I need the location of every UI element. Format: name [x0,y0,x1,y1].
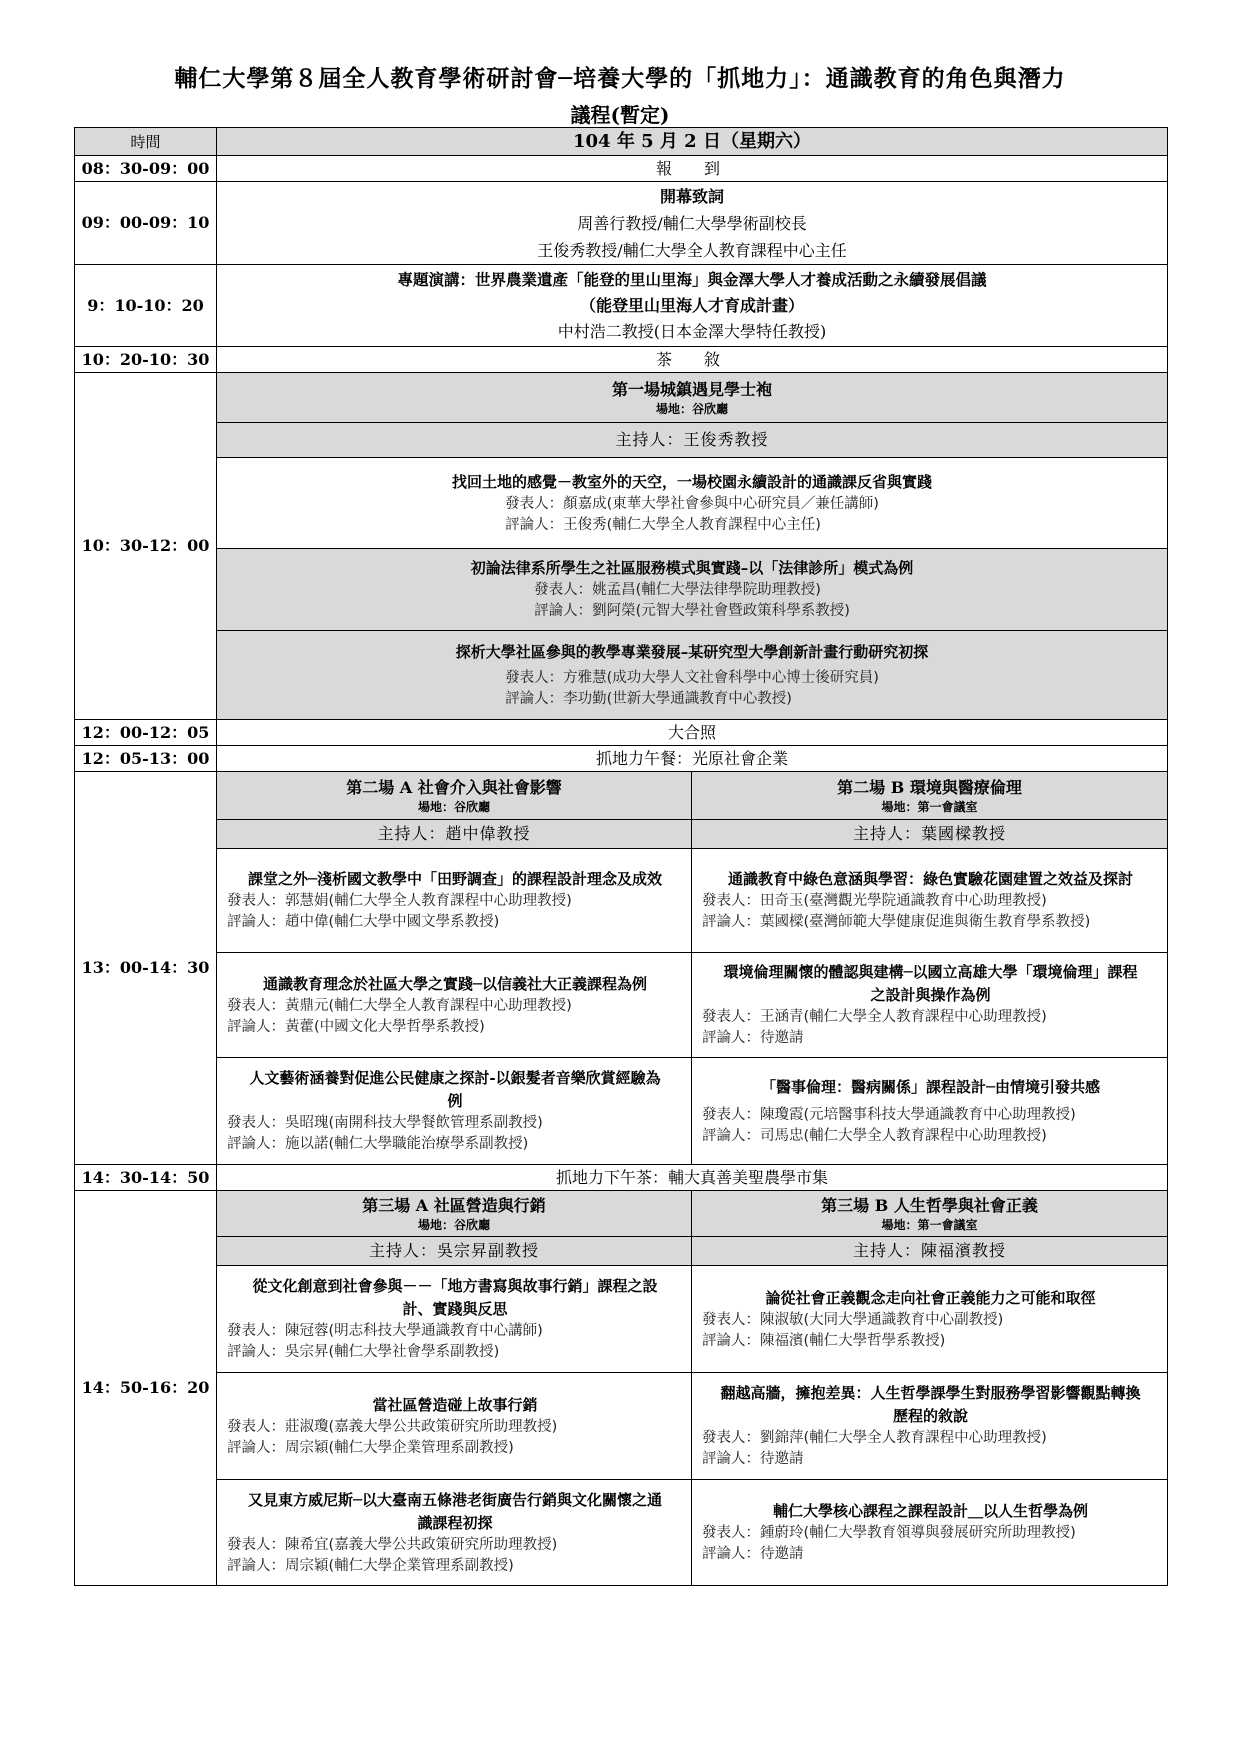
table-row [75,156,1168,182]
paper-cell [217,1266,692,1373]
discussant: 評論人：李功勤(世新大學通識教育中心教授) [505,690,792,707]
paper-cell [217,849,692,953]
paper-cell [692,953,1168,1058]
paper-title: 環境倫理關懷的體認與建構─以國立高雄大學「環境倫理」課程之設計與操作為例 [723,963,1138,1004]
table-row [75,953,1168,1058]
time-cell: 14：50-16：20 [75,1191,217,1586]
paper-title: 從文化創意到社會參與－－「地方書寫與故事行銷」課程之設計、實踐與反思 [252,1277,658,1318]
paper-title: 論從社會正義觀念走向社會正義能力之可能和取徑 [765,1288,1096,1307]
session2b-heading [692,772,1168,820]
time-cell: 10：20-10：30 [75,347,217,373]
time-cell: 08：30-09：00 [75,156,217,182]
paper-title: 探析大學社區參與的教學專業發展–某研究型大學創新計畫行動研究初探 [455,642,929,661]
discussant: 評論人：葉國樑(臺灣師範大學健康促進與衛生教育學系教授) [702,914,1091,930]
discussant: 評論人：周宗穎(輔仁大學企業管理系副教授) [227,1557,514,1574]
session3a-venue: 場地：谷欣廳 [417,1217,490,1232]
session1-title: 第一場城鎮遇見學士袍 [611,379,772,399]
paper-cell [217,1058,692,1165]
session3b-heading [692,1191,1168,1237]
session3b-title: 第三場 B 人生哲學與社會正義 [821,1195,1038,1215]
session2b-venue: 場地：第一會議室 [881,799,978,814]
table-row [75,549,1168,631]
discussant: 評論人：王俊秀(輔仁大學全人教育課程中心主任) [505,516,821,533]
paper-cell [217,549,1168,631]
discussant: 評論人：吳宗昇(輔仁大學社會學系副教授) [227,1344,500,1360]
paper-title: 又見東方威尼斯─以大臺南五條港老街廣告行銷與文化關懷之通識課程初探 [247,1490,663,1532]
table-row [75,849,1168,953]
presenter: 發表人：王涵青(輔仁大學全人教育課程中心助理教授) [702,1009,1047,1025]
session3a-heading [217,1191,692,1237]
date-header: 104 年 5 月 2 日（星期六） [217,128,1168,156]
paper-cell [217,458,1168,549]
discussant: 評論人：劉阿榮(元智大學社會暨政策科學系教授) [534,603,850,619]
table-header-row [75,128,1168,156]
session3a-title: 第三場 A 社區營造與行銷 [362,1195,546,1215]
discussant: 評論人：待邀請 [702,1546,804,1562]
table-row [75,347,1168,373]
opening-title: 開幕致詞 [659,186,724,206]
table-row [75,1191,1168,1237]
paper-title: 找回土地的感覺－教室外的天空，一場校園永續設計的通識課反省與實踐 [451,472,932,491]
session3a-host: 主持人：吳宗昇副教授 [217,1237,692,1266]
presenter: 發表人：黃鼎元(輔仁大學全人教育課程中心助理教授) [227,997,572,1014]
session2a-heading [217,772,692,820]
paper-title: 初論法律系所學生之社區服務模式與實踐–以「法律診所」模式為例 [470,559,914,577]
paper-people [505,668,879,710]
paper-title: 人文藝術涵養對促進公民健康之探討-以銀髮者音樂欣賞經驗為例 [249,1069,661,1110]
discussant: 評論人：施以諾(輔仁大學職能治療學系副教授) [227,1136,529,1152]
paper-title: 「醫事倫理：醫病關係」課程設計─由情境引發共感 [760,1077,1101,1096]
presenter: 發表人：陳瓊霞(元培醫事科技大學通識教育中心助理教授) [702,1106,1076,1123]
table-row [75,746,1168,772]
document-title: 輔仁大學第８屆全人教育學術研討會─培養大學的「抓地力」：通識教育的角色與潛力 [174,65,1066,92]
discussant: 評論人：陳福濱(輔仁大學哲學系教授) [702,1332,946,1349]
table-row [75,1237,1168,1266]
session1-venue: 場地：谷欣廳 [655,401,728,416]
time-cell: 13：00-14：30 [75,772,217,1165]
table-row [75,720,1168,746]
table-row [75,423,1168,458]
time-cell: 12：05-13：00 [75,746,217,772]
session3b-host: 主持人：陳福濱教授 [692,1237,1168,1266]
discussant: 評論人：司馬忠(輔仁大學全人教育課程中心助理教授) [702,1127,1047,1144]
presenter: 發表人：陳希宜(嘉義大學公共政策研究所助理教授) [227,1536,558,1553]
keynote-speaker: 中村浩二教授(日本金澤大學特任教授) [557,321,827,341]
keynote-title: 專題演講：世界農業遺產「能登的里山里海」與金澤大學人才養成活動之永續發展倡議 [397,269,987,289]
afternoon-tea-cell: 抓地力下午茶：輔大真善美聖農學市集 [217,1165,1168,1191]
opening-speaker-1: 周善行教授/輔仁大學學術副校長 [577,213,807,233]
session2b-host: 主持人：葉國樑教授 [692,820,1168,849]
presenter: 發表人：劉錦萍(輔仁大學全人教育課程中心助理教授) [702,1430,1047,1446]
discussant: 評論人：黃藿(中國文化大學哲學系教授) [227,1018,485,1035]
paper-cell [692,1266,1168,1373]
opening-speaker-2: 王俊秀教授/輔仁大學全人教育課程中心主任 [537,240,847,260]
presenter: 發表人：郭慧娟(輔仁大學全人教育課程中心助理教授) [227,893,572,909]
presenter: 發表人：顏嘉成(東華大學社會參與中心研究員／兼任講師) [505,495,879,512]
paper-title: 當社區營造碰上故事行銷 [372,1395,538,1414]
presenter: 發表人：田奇玉(臺灣觀光學院通識教育中心助理教授) [702,893,1047,909]
table-row [75,1058,1168,1165]
session2a-title: 第二場 A 社會介入與社會影響 [346,777,562,797]
table-row [75,1165,1168,1191]
session1-heading [217,373,1168,423]
discussant: 評論人：待邀請 [702,1030,804,1046]
lunch-cell: 抓地力午餐：光原社會企業 [217,746,1168,772]
paper-cell [217,1373,692,1480]
paper-cell [217,953,692,1058]
table-row [75,772,1168,820]
session1-host: 主持人：王俊秀教授 [217,423,1168,458]
paper-cell [692,849,1168,953]
time-cell: 10：30-12：00 [75,373,217,720]
table-row [75,1480,1168,1586]
discussant: 評論人：周宗穎(輔仁大學企業管理系副教授) [227,1439,514,1456]
paper-title: 通識教育中綠色意涵與學習：綠色實驗花園建置之效益及探討 [727,870,1133,888]
keynote-subtitle: （能登里山里海人才育成計畫） [579,295,804,315]
paper-title: 翻越高牆，擁抱差異：人生哲學課學生對服務學習影響觀點轉換歷程的敘說 [720,1384,1141,1425]
session2a-host: 主持人：趙中偉教授 [217,820,692,849]
registration-cell: 報 到 [217,156,1168,182]
session3b-venue: 場地：第一會議室 [881,1217,978,1232]
table-row [75,820,1168,849]
table-row [75,631,1168,720]
keynote-cell [217,265,1168,347]
paper-cell [692,1058,1168,1165]
presenter: 發表人：莊淑瓊(嘉義大學公共政策研究所助理教授) [227,1418,558,1435]
presenter: 發表人：鍾蔚玲(輔仁大學教育領導與發展研究所助理教授) [702,1525,1076,1541]
presenter: 發表人：姚孟昌(輔仁大學法律學院助理教授) [534,582,821,598]
photo-cell: 大合照 [217,720,1168,746]
paper-cell [692,1480,1168,1586]
time-cell: 12：00-12：05 [75,720,217,746]
paper-title: 課堂之外─淺析國文教學中「田野調查」的課程設計理念及成效 [247,870,663,888]
time-cell: 9：10-10：20 [75,265,217,347]
paper-cell [217,631,1168,720]
tea-break-cell: 茶 敘 [217,347,1168,373]
paper-people [534,580,850,622]
discussant: 評論人：趙中偉(輔仁大學中國文學系教授) [227,914,500,930]
table-row [75,373,1168,423]
table-row [75,458,1168,549]
presenter: 發表人：方雅慧(成功大學人文社會科學中心博士後研究員) [505,669,879,686]
time-cell: 14：30-14：50 [75,1165,217,1191]
paper-cell [217,1480,692,1586]
table-row [75,1266,1168,1373]
time-column-header: 時間 [75,128,217,156]
paper-title: 通識教育理念於社區大學之實踐─以信義社大正義課程為例 [262,974,648,993]
document-subtitle: 議程(暫定) [570,103,670,127]
paper-title: 輔仁大學核心課程之課程設計＿以人生哲學為例 [772,1502,1088,1520]
discussant: 評論人：待邀請 [702,1451,804,1467]
opening-cell [217,182,1168,265]
presenter: 發表人：陳淑敏(大同大學通識教育中心副教授) [702,1311,1004,1328]
paper-people [505,494,879,536]
table-row [75,182,1168,265]
time-cell: 09：00-09：10 [75,182,217,265]
table-row [75,1373,1168,1480]
table-row [75,265,1168,347]
session2a-venue: 場地：谷欣廳 [417,799,490,814]
session2b-title: 第二場 B 環境與醫療倫理 [837,777,1022,797]
agenda-table [74,127,1168,1586]
presenter: 發表人：吳昭瑰(南開科技大學餐飲管理系副教授) [227,1115,543,1131]
paper-cell [692,1373,1168,1480]
presenter: 發表人：陳冠蓉(明志科技大學通識教育中心講師) [227,1323,543,1339]
